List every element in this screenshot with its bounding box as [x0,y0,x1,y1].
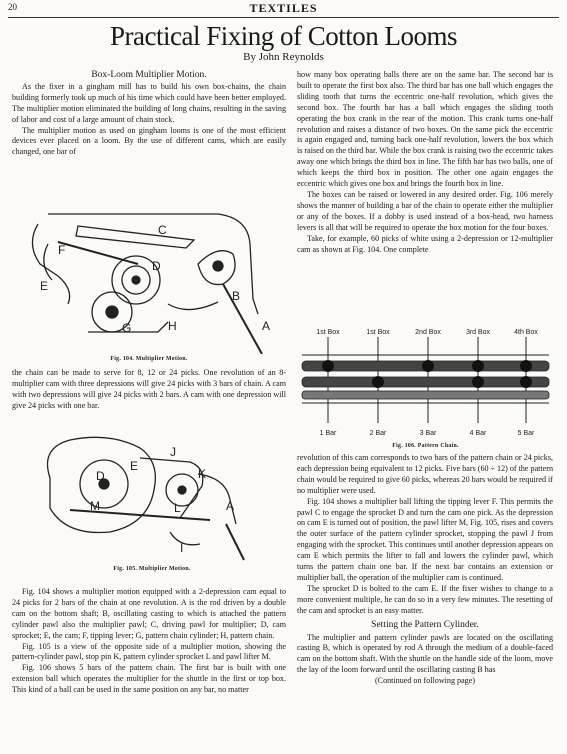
section-heading: Box-Loom Multiplier Motion. [91,70,207,80]
paragraph: The multiplier and pattern cylinder pawls are located on the oscillating casting B, which is operated by rod A through the medium of a double-faced cam on the bottom shaft. With the shuttle on the handle side of the loom, move the lay of the loom forward until the oscillating casting B has [297,632,553,675]
page-number: 20 [8,2,17,12]
label-m: M [90,499,100,513]
paragraph: Fig. 104 shows a multiplier ball lifting the tipping lever F. This permits the pawl C to engage the sprocket D and turn the cam one pick. As the depression on cam E is turned out of position, the pawl lifter M, Fig. 105, rises and covers the outer surface of the pattern cylinder sprocket, stopping the pawl J from engaging with the sprocket. This continues until another depression appears on cam E which permits the lifter to fall and lowers the cylinder pawl, which turns the pattern chain one bar. If the next bar contains an extension or multiplier ball, the operation of the multiplier cam is continued. [297,496,553,582]
bar-label: 5 Bar [517,430,535,437]
paragraph: The boxes can be raised or lowered in any desired order. Fig. 106 merely shows the manner of building a bar of the chain to operate either the multiplier or any of the boxes. If a dobby is used instead of a box-head, two harness levers is all that will be required to operate the box motion for the four boxes. [297,189,553,232]
label-e: E [40,279,49,293]
label-b: B [232,289,241,303]
label-f: F [58,243,66,257]
label-j: J [170,445,176,459]
right-column-bottom [297,453,553,687]
box-label: 1st Box [316,329,340,336]
box-label: 3rd Box [465,329,491,336]
figure-105 [30,428,274,572]
label-c: C [158,223,167,237]
label-h: H [168,319,177,333]
right-column-top [297,70,553,255]
paragraph: Fig. 105 is a view of the opposite side of a multiplier motion, showing the pattern-cylinder pawl, stop pin K, pattern cylinder sprocket L and pawl lifter M. [12,641,286,662]
left-column-top [12,70,286,158]
bar-label: 2 Bar [369,430,387,437]
label-k: K [198,467,207,481]
figure-caption: Fig. 106. Pattern Chain. [392,443,459,449]
bar-label: 3 Bar [419,430,437,437]
label-a: A [262,319,271,333]
pattern-chain-drawing [298,325,553,443]
paragraph: The multiplier motion as used on gingham looms is one of the most efficient devices ever placed on a loom. By the use of different cams, which are easily changed, one bar of [12,125,286,157]
byline: By John Reynolds [243,51,324,63]
left-column-bottom [12,587,286,696]
box-label: 1st Box [366,329,390,336]
bar-label: 4 Bar [469,430,487,437]
label-a: A [226,499,235,513]
paragraph: the chain can be made to serve for 8, 12 or 24 picks. One revolution of an 8-multiplier cam with three depressions will give 24 picks with 3 bars of chain. A cam with two depressions will give 24 picks with 2 bars. A cam with one depression will give 24 picks with one bar. [12,368,286,410]
figure-caption: Fig. 105. Multiplier Motion. [113,566,191,572]
label-d: D [152,259,161,273]
paragraph: Fig. 104 shows a multiplier motion equipped with a 2-depression cam equal to 24 picks for 2 bars of the chain at one revolution. A is the rod driven by a double cam on the bottom shaft; B, oscillating casting to which is attached the pattern cylinder pawl also the multiplier pawl; C, driving pawl for multiplier; D, cam sprocket; E, the cam; F, tipping lever; G, pattern chain cylinder; H, pattern chain. [12,587,286,640]
left-column-mid [12,368,286,412]
box-label: 2nd Box [415,329,441,336]
header-rule [8,17,559,18]
paragraph: Fig. 106 shows 5 bars of the pattern chain. The first bar is built with one extension ball which operates the multiplier for the shuttle in the first or top box. This kind of a ball can be used in the same position on any bar, no matter [12,663,286,695]
paragraph: The sprocket D is bolted to the cam E. If the fixer wishes to change to a more convenient multiple, he can do so in a very few minutes. The resetting of the cam and sprocket is an easy matter. [297,583,553,615]
multiplier-motion-drawing [18,204,280,354]
multiplier-motion-reverse-drawing [30,428,274,564]
article-title: Practical Fixing of Cotton Looms [110,21,457,51]
figure-106 [298,325,553,449]
label-g: G [122,321,132,335]
continued-note: (Continued on following page) [374,676,476,686]
section-heading: Setting the Pattern Cylinder. [371,619,479,630]
label-d: D [96,469,105,483]
paragraph: As the fixer in a gingham mill has to build his own box-chains, the chain building formerly took up much of his time which could have been better employed. The multiplier motion eliminated the building of long chains, resulting in the saving of labor and cost of a large amount of chain stock. [12,81,286,124]
figure-104 [18,204,280,362]
paragraph: how many box operating balls there are on the same bar. The second bar is built to operate the first box also. The third bar has one ball which engages the sliding tooth that turns the eccentric one-half revolution, which gives the second box. The fourth bar has a ball which engages the sliding tooth operating the box crank in the rear of the motion. This crank turns one-half revolution and raises a distance of two boxes. On the same pick the eccentric is again engaged and, turning back one-half revolution, lowers the box which is raised on the third bar. While the box crank is raising two the eccentric takes away one which brings the third box in line. The fifth bar has two balls, one of which keeps the third box in position. The other one again engages the eccentric which gives one box and brings the fourth box in line. [297,70,553,189]
bar-label: 1 Bar [319,430,337,437]
figure-caption: Fig. 104. Multiplier Motion. [110,356,188,362]
label-e: E [130,459,139,473]
label-i: I [180,541,184,555]
paragraph: Take, for example, 60 picks of white using a 2-depression or 12-multiplier cam as shown at Fig. 104. One complete [297,233,553,254]
box-label: 4th Box [514,329,538,336]
paragraph: revolution of this cam corresponds to two bars of the pattern chain or 24 picks, each depression being equivalent to 12 picks. Five bars (60 ÷ 12) of the pattern chain would be required to give 60 picks, whereas 20 bars would be required if no multiplier were used. [297,453,554,495]
running-title: TEXTILES [249,1,318,15]
label-l: L [174,501,181,515]
